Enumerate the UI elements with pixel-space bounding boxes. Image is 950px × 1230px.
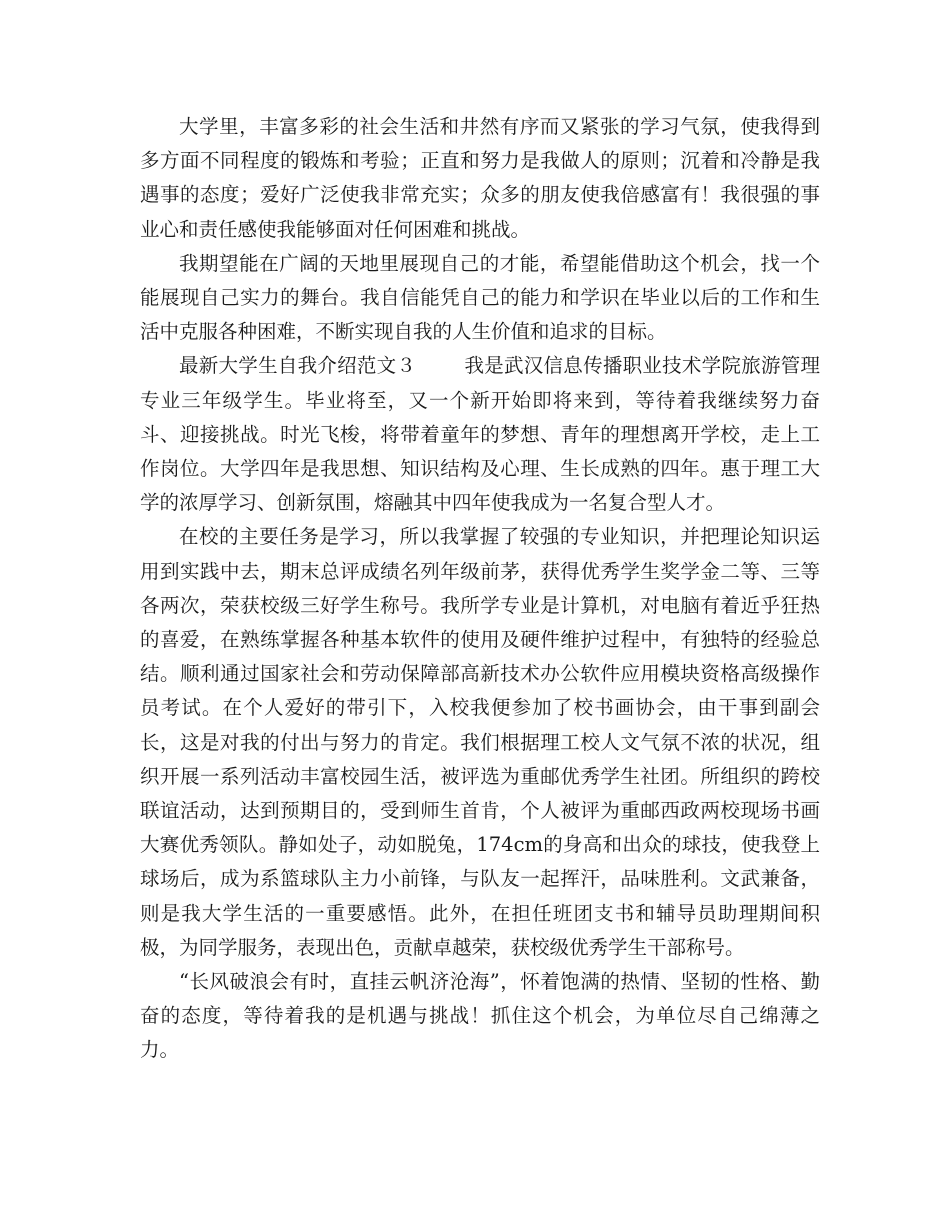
document-body (140, 110, 820, 1068)
paragraph-3 (140, 349, 820, 520)
paragraph-1: 大学里，丰富多彩的社会生活和井然有序而又紧张的学习气氛，使我得到多方面不同程度的锻炼和考验；正直和努力是我做人的原则；沉着和冷静是我遇事的态度；爱好广泛使我非常充实；众多的朋友使我倍感富有！我很强的事业心和责任感使我能够面对任何困难和挑战。 (140, 115, 820, 241)
paragraph-4: 在校的主要任务是学习，所以我掌握了较强的专业知识，并把理论知识运用到实践中去，期末总评成绩名列年级前茅，获得优秀学生奖学金二等、三等各两次，荣获校级三好学生称号。我所学专业是计算机，对电脑有着近乎狂热的喜爱，在熟练掌握各种基本软件的使用及硬件维护过程中，有独特的经验总结。顺利通过国家社会和劳动保障部高新技术办公软件应用模块资格高级操作员考试。在个人爱好的带引下，入校我便参加了校书画协会，由干事到副会长，这是对我的付出与努力的肯定。我们根据理工校人文气氛不浓的状况，组织开展一系列活动丰富校园生活，被评选为重邮优秀学生社团。所组织的跨校联谊活动，达到预期目的，受到师生首肯，个人被评为重邮西政两校现场书画大赛优秀领队。静如处子，动如脱兔，174cm的身高和出众的球技，使我登上球场后，成为系篮球队主力小前锋，与队友一起挥汗，品味胜利。文武兼备，则是我大学生活的一重要感悟。此外，在担任班团支书和辅导员助理期间积极，为同学服务，表现出色，贡献卓越荣，获校级优秀学生干部称号。 (140, 525, 820, 959)
paragraph-2: 我期望能在广阔的天地里展现自己的才能，希望能借助这个机会，找一个能展现自己实力的舞台。我自信能凭自己的能力和学识在毕业以后的工作和生活中克服各种困难，不断实现自我的人生价值和追求的目标。 (140, 251, 820, 344)
paragraph-5: “长风破浪会有时，直挂云帆济沧海”，怀着饱满的热情、坚韧的性格、勤奋的态度，等待着我的是机遇与挑战！抓住这个机会，为单位尽自己绵薄之力。 (140, 970, 820, 1062)
paragraph-3-text: 我是武汉信息传播职业技术学院旅游管理专业三年级学生。毕业将至，又一个新开始即将来到，等待着我继续努力奋斗、迎接挑战。时光飞梭，将带着童年的梦想、青年的理想离开学校，走上工作岗位。大学四年是我思想、知识结构及心理、生长成熟的四年。惠于理工大学的浓厚学习、创新氛围，熔融其中四年使我成为一名复合型人才。 (140, 354, 820, 515)
section-heading: 最新大学生自我介绍范文３ (179, 354, 417, 378)
